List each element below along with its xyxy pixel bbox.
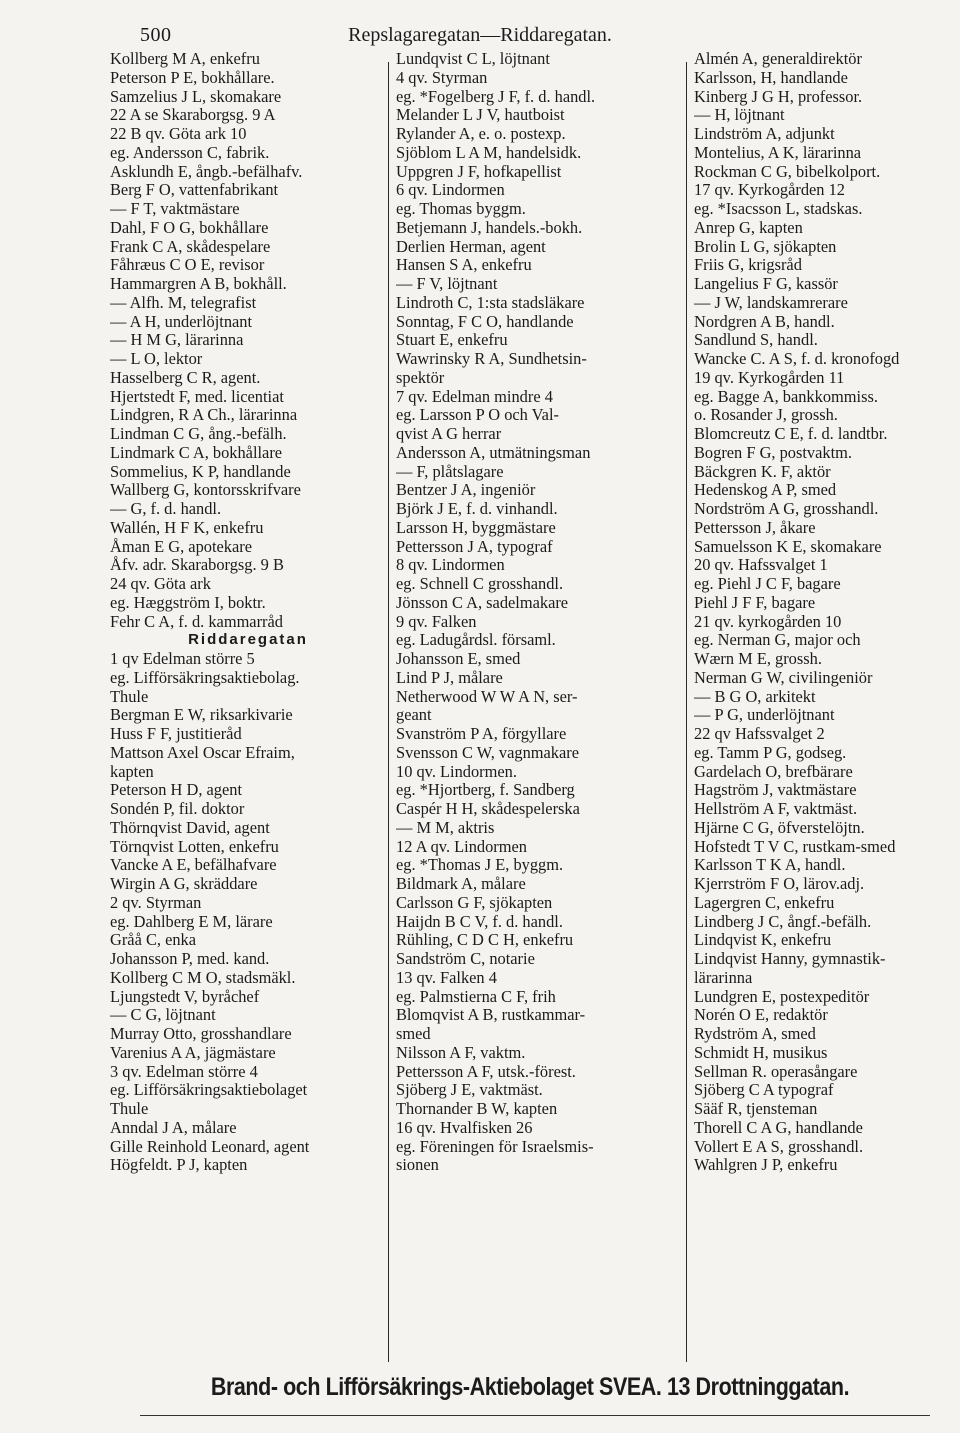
directory-entry: Lindqvist K, enkefru bbox=[694, 930, 832, 950]
directory-entry: Rylander A, e. o. postexp. bbox=[396, 124, 566, 143]
directory-entry: Johansson P, med. kand. bbox=[110, 949, 270, 968]
directory-entry: eg. Palmstierna C F, frih bbox=[396, 986, 556, 1006]
directory-entry: Thule bbox=[110, 1099, 149, 1118]
directory-entry: Lindman C G, ång.-befälh. bbox=[110, 424, 287, 443]
directory-entry: Fåhræus C O E, revisor bbox=[110, 255, 265, 275]
directory-entry: 2 qv. Styrman bbox=[110, 892, 202, 912]
directory-entry: Sjöberg C A typograf bbox=[694, 1080, 834, 1100]
directory-entry: 24 qv. Göta ark bbox=[110, 574, 211, 593]
directory-entry: 8 qv. Lindormen bbox=[396, 555, 505, 575]
advertisement-banner: Brand- och Lifförsäkrings-Aktiebolaget SVEA. 13 Drottninggatan. bbox=[210, 1373, 850, 1401]
directory-entry: Gråå C, enka bbox=[110, 930, 197, 950]
directory-entry: Lindgren, R A Ch., lärarinna bbox=[110, 405, 298, 425]
directory-entry: Montelius, A K, lärarinna bbox=[694, 142, 862, 162]
directory-entry: Wallén, H F K, enkefru bbox=[110, 517, 264, 537]
column-divider bbox=[388, 62, 389, 1362]
directory-entry: eg. Dahlberg E M, lärare bbox=[110, 911, 273, 931]
directory-entry: Melander L J V, hautboist bbox=[396, 105, 565, 125]
directory-entry: Sjöblom L A M, handelsidk. bbox=[396, 142, 582, 162]
directory-entry: eg. *Thomas J E, byggm. bbox=[396, 855, 564, 875]
directory-entry: Peterson H D, agent bbox=[110, 780, 243, 800]
directory-columns bbox=[110, 50, 958, 1368]
directory-entry: Svanström P A, förgyllare bbox=[396, 724, 567, 743]
directory-entry: Lindberg J C, ångf.-befälh. bbox=[694, 911, 872, 931]
directory-entry: eg. Andersson C, fabrik. bbox=[110, 142, 270, 162]
directory-entry: Nilsson A F, vaktm. bbox=[396, 1042, 526, 1062]
directory-entry: Thörnqvist David, agent bbox=[110, 817, 270, 837]
directory-entry: Hansen S A, enkefru bbox=[396, 255, 532, 275]
directory-entry: Pettersson A F, utsk.-förest. bbox=[396, 1061, 576, 1081]
directory-entry: 3 qv. Edelman större 4 bbox=[110, 1061, 258, 1081]
directory-entry: Andersson A, utmätningsman bbox=[396, 442, 591, 462]
directory-entry: Sommelius, K P, handlande bbox=[110, 461, 291, 481]
footer-divider bbox=[140, 1415, 930, 1416]
directory-entry: sionen bbox=[396, 1155, 439, 1175]
directory-entry: Norén O E, redaktör bbox=[694, 1005, 828, 1025]
directory-entry: Samzelius J L, skomakare bbox=[110, 86, 282, 106]
directory-entry: eg. *Fogelberg J F, f. d. handl. bbox=[396, 86, 596, 106]
directory-entry: eg. Nerman G, major och bbox=[694, 630, 861, 650]
directory-entry: — Alfh. M, telegrafist bbox=[110, 292, 257, 312]
directory-entry: Wawrinsky R A, Sundhetsin- bbox=[396, 349, 587, 368]
directory-entry: eg. Tamm P G, godseg. bbox=[694, 742, 847, 762]
directory-entry: 12 A qv. Lindormen bbox=[396, 836, 527, 856]
directory-entry: Anrep G, kapten bbox=[694, 217, 803, 237]
directory-entry: Asklundh E, ångb.-befälhafv. bbox=[110, 161, 303, 181]
directory-entry: 21 qv. kyrkogården 10 bbox=[694, 611, 842, 631]
directory-column-3 bbox=[694, 50, 958, 1175]
directory-entry: 22 B qv. Göta ark 10 bbox=[110, 124, 247, 143]
directory-entry: Haijdn B C V, f. d. handl. bbox=[396, 911, 563, 931]
directory-entry: Wancke C. A S, f. d. kronofogd bbox=[694, 349, 900, 368]
directory-entry: Hammargren A B, bokhåll. bbox=[110, 274, 287, 293]
directory-entry: Karlsson T K A, handl. bbox=[694, 855, 846, 875]
directory-entry: Bildmark A, målare bbox=[396, 874, 526, 893]
directory-entry: Hjärne C G, öfverstelöjtn. bbox=[694, 817, 865, 837]
directory-entry: Wallberg G, kontorsskrifvare bbox=[110, 480, 301, 500]
directory-entry: Törnqvist Lotten, enkefru bbox=[110, 836, 279, 856]
directory-entry: Frank C A, skådespelare bbox=[110, 236, 271, 256]
directory-entry: 22 qv Hafssvalget 2 bbox=[694, 724, 825, 743]
directory-entry: Stuart E, enkefru bbox=[396, 330, 508, 350]
directory-entry: Caspér H H, skådespelerska bbox=[396, 799, 580, 818]
directory-entry: Schmidt H, musikus bbox=[694, 1042, 828, 1062]
directory-entry: Berg F O, vattenfabrikant bbox=[110, 180, 279, 200]
directory-entry: — L O, lektor bbox=[110, 349, 203, 368]
directory-entry: Lindström A, adjunkt bbox=[694, 124, 835, 143]
directory-entry: Wahlgren J P, enkefru bbox=[694, 1155, 838, 1175]
directory-entry: Lagergren C, enkefru bbox=[694, 892, 835, 912]
directory-entry: Pettersson J, åkare bbox=[694, 517, 816, 537]
directory-entry: Anndal J A, målare bbox=[110, 1117, 237, 1137]
directory-entry: Uppgren J F, hofkapellist bbox=[396, 161, 562, 181]
directory-entry: 16 qv. Hvalfisken 26 bbox=[396, 1117, 533, 1137]
directory-entry: 13 qv. Falken 4 bbox=[396, 967, 497, 987]
directory-entry: eg. Hæggström I, boktr. bbox=[110, 592, 266, 612]
directory-entry: 22 A se Skaraborgsg. 9 A bbox=[110, 105, 276, 125]
directory-entry: 17 qv. Kyrkogården 12 bbox=[694, 180, 845, 200]
directory-entry: Nordström A G, grosshandl. bbox=[694, 499, 879, 518]
directory-column-2 bbox=[396, 50, 684, 1175]
directory-entry: Derlien Herman, agent bbox=[396, 236, 546, 256]
directory-entry: Carlsson G F, sjökapten bbox=[396, 892, 553, 912]
directory-entry: eg. Thomas byggm. bbox=[396, 199, 526, 218]
directory-entry: 9 qv. Falken bbox=[396, 611, 477, 631]
directory-entry: eg. Ladugårdsl. församl. bbox=[396, 630, 556, 650]
directory-entry: Lindmark C A, bokhållare bbox=[110, 442, 283, 462]
directory-entry: 4 qv. Styrman bbox=[396, 67, 488, 87]
directory-entry: — P G, underlöjtnant bbox=[694, 705, 835, 725]
directory-entry: Kollberg M A, enkefru bbox=[110, 50, 260, 68]
directory-entry: Björk J E, f. d. vinhandl. bbox=[396, 499, 558, 518]
directory-entry: spektör bbox=[396, 367, 445, 387]
directory-entry: Friis G, krigsråd bbox=[694, 255, 802, 275]
directory-entry: Jönsson C A, sadelmakare bbox=[396, 592, 569, 612]
directory-entry: Thornander B W, kapten bbox=[396, 1099, 558, 1118]
directory-entry: — C G, löjtnant bbox=[110, 1005, 216, 1025]
directory-entry: Hasselberg C R, agent. bbox=[110, 367, 261, 387]
directory-entry: eg. Lifförsäkringsaktiebolaget bbox=[110, 1080, 308, 1100]
directory-entry: Lindroth C, 1:sta stadsläkare bbox=[396, 292, 585, 312]
directory-entry: Murray Otto, grosshandlare bbox=[110, 1024, 292, 1043]
directory-entry: Mattson Axel Oscar Efraim, bbox=[110, 742, 295, 762]
directory-entry: lärarinna bbox=[694, 967, 753, 987]
directory-entry: Lindqvist Hanny, gymnastik- bbox=[694, 949, 886, 968]
directory-entry: Åfv. adr. Skaraborgsg. 9 B bbox=[110, 555, 284, 575]
directory-entry: Karlsson, H, handlande bbox=[694, 67, 848, 87]
directory-entry: Betjemann J, handels.-bokh. bbox=[396, 217, 583, 237]
directory-entry: Rühling, C D C H, enkefru bbox=[396, 930, 574, 950]
directory-entry: Peterson P E, bokhållare. bbox=[110, 67, 275, 87]
directory-entry: 20 qv. Hafssvalget 1 bbox=[694, 555, 828, 575]
directory-entry: Rockman C G, bibelkolport. bbox=[694, 161, 881, 181]
directory-entry: Kinberg J G H, professor. bbox=[694, 86, 863, 106]
directory-entry: eg. Bagge A, bankkommiss. bbox=[694, 386, 878, 406]
directory-entry: kapten bbox=[110, 761, 154, 781]
directory-entry: Sandlund S, handl. bbox=[694, 330, 818, 350]
directory-entry: geant bbox=[396, 705, 432, 725]
directory-entry: eg. Piehl J C F, bagare bbox=[694, 574, 841, 593]
directory-entry: 19 qv. Kyrkogården 11 bbox=[694, 367, 845, 387]
directory-entry: Larsson H, byggmästare bbox=[396, 517, 556, 537]
directory-entry: Varenius A A, jägmästare bbox=[110, 1042, 276, 1062]
directory-entry: Bentzer J A, ingeniör bbox=[396, 480, 536, 500]
directory-entry: Lundgren E, postexpeditör bbox=[694, 986, 870, 1006]
directory-entry: Thule bbox=[110, 686, 149, 706]
directory-entry: Hedenskog A P, smed bbox=[694, 480, 837, 500]
directory-entry: Dahl, F O G, bokhållare bbox=[110, 217, 269, 237]
directory-entry: Sellman R. operasångare bbox=[694, 1061, 858, 1081]
directory-entry: Hellström A F, vaktmäst. bbox=[694, 799, 858, 818]
directory-entry: Brolin L G, sjökapten bbox=[694, 236, 837, 256]
page-header bbox=[0, 4, 960, 44]
directory-entry: Blomqvist A B, rustkammar- bbox=[396, 1005, 586, 1025]
directory-entry: smed bbox=[396, 1024, 431, 1043]
directory-entry: Piehl J F F, bagare bbox=[694, 592, 816, 612]
directory-entry: eg. Lifförsäkringsaktiebolag. bbox=[110, 667, 300, 687]
directory-entry: Rydström A, smed bbox=[694, 1024, 816, 1043]
street-heading: Riddaregatan bbox=[188, 631, 308, 649]
directory-column-1 bbox=[110, 50, 386, 1175]
directory-entry: Gille Reinhold Leonard, agent bbox=[110, 1136, 310, 1156]
directory-entry: Ljungstedt V, byråchef bbox=[110, 986, 260, 1006]
directory-entry: Hagström J, vaktmästare bbox=[694, 780, 857, 800]
directory-entry: 1 qv Edelman större 5 bbox=[110, 649, 255, 668]
directory-entry: Thorell C A G, handlande bbox=[694, 1117, 863, 1137]
directory-entry: o. Rosander J, grossh. bbox=[694, 405, 838, 425]
directory-entry: — G, f. d. handl. bbox=[110, 499, 222, 518]
directory-entry: Langelius F G, kassör bbox=[694, 274, 838, 293]
directory-entry: — H, löjtnant bbox=[694, 105, 785, 125]
directory-entry: Hofstedt T V C, rustkam-smed bbox=[694, 836, 896, 856]
directory-entry: Bäckgren K. F, aktör bbox=[694, 461, 831, 481]
directory-entry: Samuelsson K E, skomakare bbox=[694, 536, 882, 556]
directory-entry: eg. Schnell C grosshandl. bbox=[396, 574, 564, 593]
directory-entry: 7 qv. Edelman mindre 4 bbox=[396, 386, 553, 406]
directory-entry: Gardelach O, brefbärare bbox=[694, 761, 853, 781]
directory-entry: Wirgin A G, skräddare bbox=[110, 874, 258, 893]
directory-entry: eg. Larsson P O och Val- bbox=[396, 405, 559, 425]
directory-entry: Netherwood W W A N, ser- bbox=[396, 686, 578, 706]
directory-entry: — F, plåtslagare bbox=[396, 461, 504, 481]
directory-entry: Bergman E W, riksarkivarie bbox=[110, 705, 293, 725]
directory-entry: Pettersson J A, typograf bbox=[396, 536, 553, 556]
directory-entry: Åman E G, apotekare bbox=[110, 536, 252, 556]
directory-entry: Hjertstedt F, med. licentiat bbox=[110, 386, 284, 406]
directory-entry: Vollert E A S, grosshandl. bbox=[694, 1136, 864, 1156]
page-number: 500 bbox=[140, 24, 172, 46]
directory-entry: 10 qv. Lindormen. bbox=[396, 761, 517, 781]
directory-entry: Johansson E, smed bbox=[396, 649, 521, 668]
directory-entry: — F T, vaktmästare bbox=[110, 199, 240, 218]
directory-entry: Lundqvist C L, löjtnant bbox=[396, 50, 550, 68]
directory-entry: — A H, underlöjtnant bbox=[110, 311, 253, 331]
directory-entry: Bogren F G, postvaktm. bbox=[694, 442, 852, 462]
directory-entry: — J W, landskamrerare bbox=[694, 292, 848, 312]
directory-entry: 6 qv. Lindormen bbox=[396, 180, 505, 200]
directory-entry: eg. *Hjortberg, f. Sandberg bbox=[396, 780, 575, 800]
directory-entry: Sandström C, notarie bbox=[396, 949, 535, 968]
directory-entry: — F V, löjtnant bbox=[396, 274, 498, 293]
directory-entry: eg. Föreningen för Israelsmis- bbox=[396, 1136, 594, 1156]
running-title: Repslagaregatan—Riddaregatan. bbox=[348, 24, 612, 46]
directory-entry: Lind P J, målare bbox=[396, 667, 503, 687]
directory-entry: Fehr C A, f. d. kammarråd bbox=[110, 611, 283, 631]
directory-entry: Sondén P, fil. doktor bbox=[110, 799, 245, 818]
directory-entry: Kollberg C M O, stadsmäkl. bbox=[110, 967, 296, 987]
directory-entry: Sonntag, F C O, handlande bbox=[396, 311, 574, 331]
directory-entry: Svensson C W, vagnmakare bbox=[396, 742, 580, 762]
directory-entry: Nerman G W, civilingeniör bbox=[694, 667, 873, 687]
directory-entry: Wærn M E, grossh. bbox=[694, 649, 822, 668]
directory-entry: Nordgren A B, handl. bbox=[694, 311, 835, 331]
directory-entry: — H M G, lärarinna bbox=[110, 330, 244, 350]
directory-entry: eg. *Isacsson L, stadskas. bbox=[694, 199, 863, 218]
directory-entry: Högfeldt. P J, kapten bbox=[110, 1155, 248, 1175]
directory-entry: Sääf R, tjensteman bbox=[694, 1099, 818, 1118]
directory-entry: Sjöberg J E, vaktmäst. bbox=[396, 1080, 543, 1100]
directory-entry: Huss F F, justitieråd bbox=[110, 724, 242, 743]
directory-entry: — M M, aktris bbox=[396, 817, 495, 837]
directory-entry: Almén A, generaldirektör bbox=[694, 50, 862, 68]
column-divider bbox=[686, 62, 687, 1362]
directory-entry: Blomcreutz C E, f. d. landtbr. bbox=[694, 424, 888, 443]
directory-entry: Kjerrström F O, lärov.adj. bbox=[694, 874, 865, 893]
directory-entry: Vancke A E, befälhafvare bbox=[110, 855, 277, 875]
directory-entry: — B G O, arkitekt bbox=[694, 686, 816, 706]
directory-entry: qvist A G herrar bbox=[396, 424, 502, 443]
